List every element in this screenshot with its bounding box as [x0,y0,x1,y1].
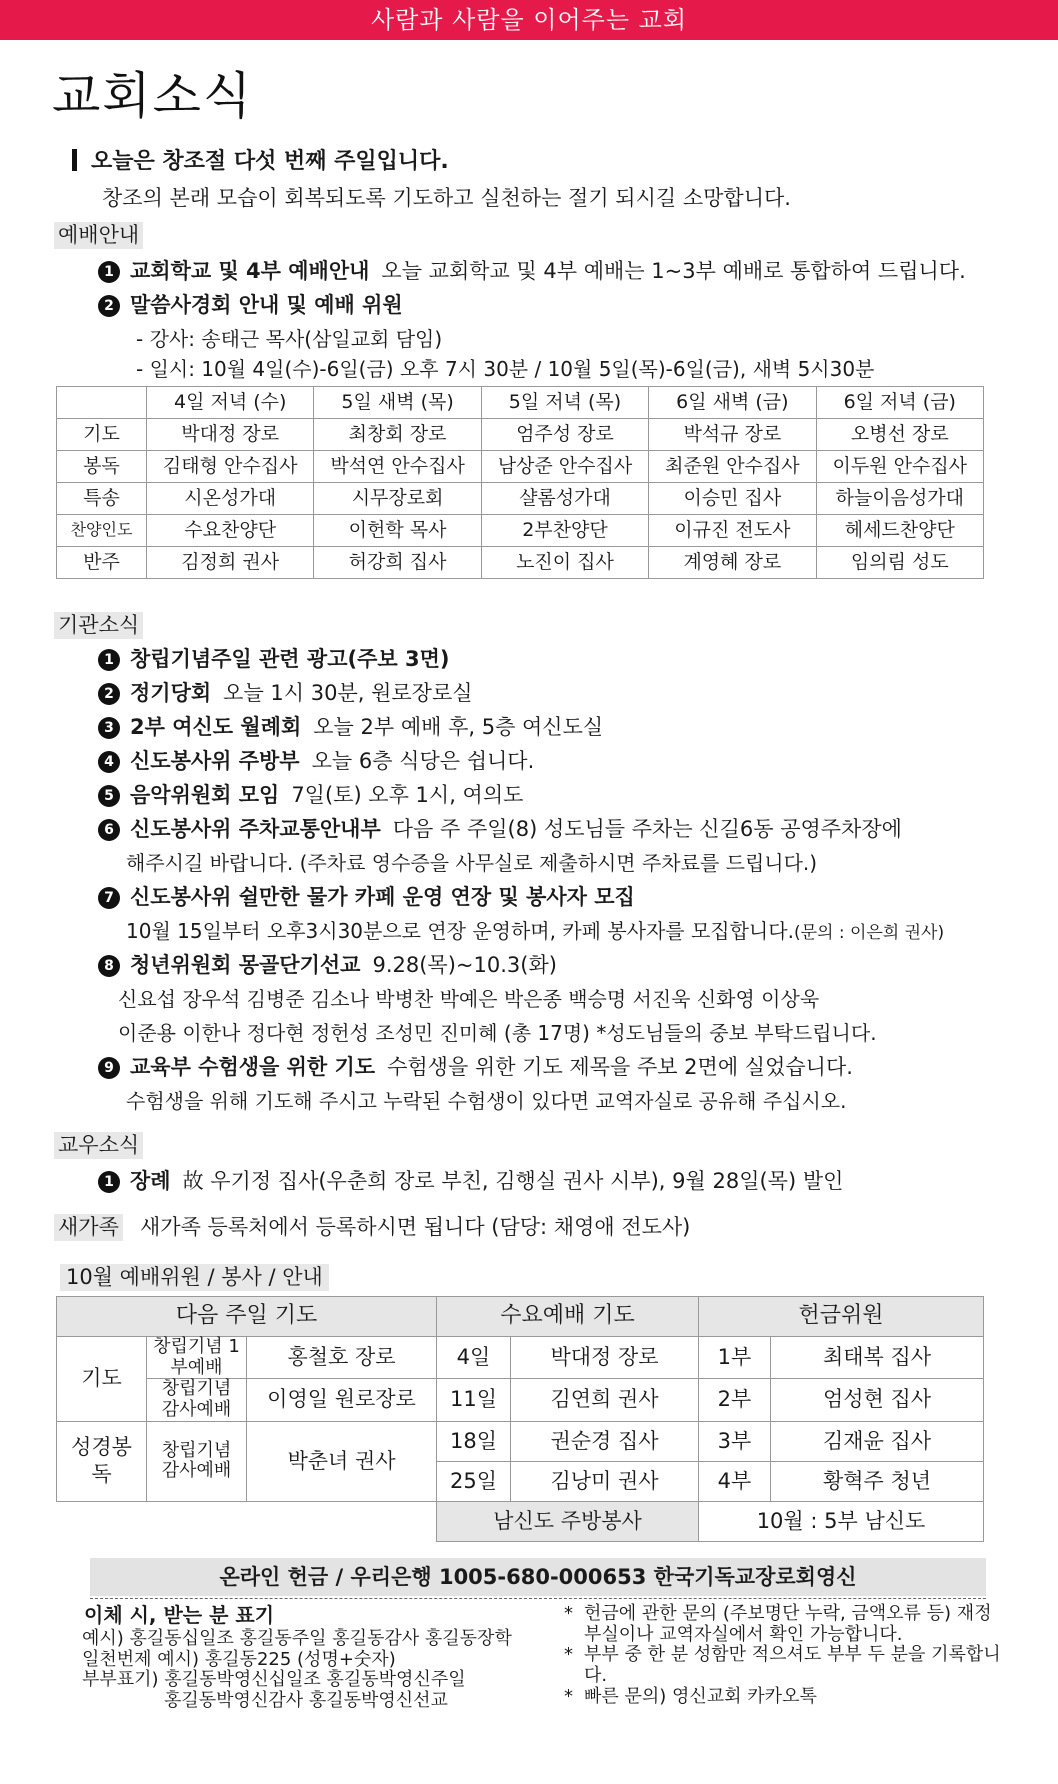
number-5-icon: 5 [98,785,120,807]
table-row: 창립기념 감사예배 이영일 원로장로 11일 김연희 권사 2부 엄성현 집사 [57,1379,984,1421]
service-table [56,1296,984,1542]
org-item-4: 4 신도봉사위 주방부 오늘 6층 식당은 쉽니다. [98,748,1018,775]
lead-line-2: 창조의 본래 모습이 회복되도록 기도하고 실천하는 절기 되시길 소망합니다. [102,185,791,210]
number-2-icon: 2 [98,295,120,317]
page-title: 교회소식 [52,67,254,125]
section-heading-worship: 예배안내 [54,222,143,249]
bullet-bar-icon [72,149,77,171]
transfer-notes: 이체 시, 받는 분 표기 예시) 홍길동십일조 홍길동주일 홍길동감사 홍길동장학 일천번제 예시) 홍길동225 (성명+숫자) 부부표기) 홍길동박영신십일조 홍길동박영신주일 홍길동박영신감사 홍길동박영신선교 [82,1603,512,1712]
offering-inquiry-notes: * 헌금에 관한 문의 (주보명단 누락, 금액오류 등) 재정부실이나 교역자실에서 확인 가능합니다. * 부부 중 한 분 성함만 적으셔도 부부 두 분을 기록합니다. * 빠른 문의) 영신교회 카카오톡 [564,1603,1001,1707]
table-row: 기도 박대정 장로 최창회 장로 엄주성 장로 박석규 장로 오병선 장로 [57,419,984,451]
number-1-icon: 1 [98,261,120,283]
table-row: 성경봉독 창립기념 감사예배 박춘녀 권사 18일 권순경 집사 3부 김재윤 집사 [57,1421,984,1461]
mission-team-names-2: 이준용 이한나 정다현 정헌성 조성민 진미혜 (총 17명) *성도님들의 중보 부탁드립니다. [118,1021,877,1045]
kitchen-service-value: 10월 : 5부 남신도 [699,1501,984,1541]
worship-item-1: 1 교회학교 및 4부 예배안내 오늘 교회학교 및 4부 예배는 1~3부 예배로 통합하여 드립니다. [98,258,1018,285]
number-7-icon: 7 [98,887,120,909]
org-item-7: 7 신도봉사위 쉴만한 물가 카페 운영 연장 및 봉사자 모집 [98,884,1018,911]
org-item-2: 2 정기당회 오늘 1시 30분, 원로장로실 [98,680,1018,707]
online-offering-account: 온라인 헌금 / 우리은행 1005-680-000653 한국기독교장로회영신 [90,1558,986,1596]
org-item-5: 5 음악위원회 모임 7일(토) 오후 1시, 여의도 [98,782,1018,809]
org-item-9-continued: 수험생을 위해 기도해 주시고 누락된 수험생이 있다면 교역자실로 공유해 주십시오. [126,1089,847,1113]
org-item-6: 6 신도봉사위 주차교통안내부 다음 주 주일(8) 성도님들 주차는 신길6동 공영주차장에 [98,816,1018,843]
number-1-icon: 1 [98,1171,120,1193]
service-table-title: 10월 예배위원 / 봉사 / 안내 [60,1264,329,1291]
revival-schedule-table [56,386,984,579]
number-6-icon: 6 [98,819,120,841]
org-item-3: 3 2부 여신도 월례회 오늘 2부 예배 후, 5층 여신도실 [98,714,1018,741]
worship-item-2: 2 말씀사경회 안내 및 예배 위원 [98,292,1018,319]
table-row [57,1501,984,1541]
table-row: 25일 김낭미 권사 4부 황혁주 청년 [57,1461,984,1501]
lead-line-1: 오늘은 창조절 다섯 번째 주일입니다. [91,149,449,174]
number-2-icon: 2 [98,683,120,705]
section-heading-newfamily: 새가족 [54,1214,123,1241]
table-row: 기도 창립기념 1부예배 홍철호 장로 4일 박대정 장로 1부 최태복 집사 [57,1337,984,1379]
table-row: 반주 김정희 권사 허강희 집사 노진이 집사 계영혜 장로 임의림 성도 [57,547,984,579]
org-item-7-continued: 10월 15일부터 오후3시30분으로 연장 운영하며, 카페 봉사자를 모집합니다.(문의 : 이은희 권사) [126,919,945,943]
lead-message [72,148,1012,212]
number-4-icon: 4 [98,751,120,773]
church-slogan-banner: 사람과 사람을 이어주는 교회 [0,0,1058,40]
section-heading-org: 기관소식 [54,612,143,639]
org-item-8: 8 청년위원회 몽골단기선교 9.28(목)~10.3(화) [98,952,1018,979]
table-header-row: 4일 저녁 (수) 5일 새벽 (목) 5일 저녁 (목) 6일 새벽 (금) 6일 저녁 (금) [57,387,984,419]
number-8-icon: 8 [98,955,120,977]
schedule-line: - 일시: 10월 4일(수)-6일(금) 오후 7시 30분 / 10월 5일(목)-6일(금), 새벽 5시30분 [136,357,875,381]
table-row: 특송 시온성가대 시무장로회 샬롬성가대 이승민 집사 하늘이음성가대 [57,483,984,515]
org-item-6-continued: 해주시길 바랍니다. (주차료 영수증을 사무실로 제출하시면 주차료를 드립니다.) [126,851,818,875]
org-item-1: 1 창립기념주일 관련 광고(주보 3면) [98,646,1018,673]
newfamily-text: 새가족 등록처에서 등록하시면 됩니다 (담당: 채영애 전도사) [140,1215,691,1239]
org-item-9: 9 교육부 수험생을 위한 기도 수험생을 위한 기도 제목을 주보 2면에 실었습니다. [98,1054,1018,1081]
number-3-icon: 3 [98,717,120,739]
speaker-line: - 강사: 송태근 목사(삼일교회 담임) [136,327,443,351]
mission-team-names-1: 신요섭 장우석 김병준 김소나 박병찬 박예은 박은종 백승명 서진욱 신화영 이상욱 [118,987,820,1011]
members-item-1: 1 장례 故 우기정 집사(우춘희 장로 부친, 김행실 권사 시부), 9월 28일(목) 발인 [98,1168,1018,1195]
table-row: 찬양인도 수요찬양단 이헌학 목사 2부찬양단 이규진 전도사 헤세드찬양단 [57,515,984,547]
table-row: 봉독 김태형 안수집사 박석연 안수집사 남상준 안수집사 최준원 안수집사 이두원 안수집사 [57,451,984,483]
table-header-row: 다음 주일 기도 수요예배 기도 헌금위원 [57,1297,984,1337]
section-heading-members: 교우소식 [54,1132,143,1159]
number-9-icon: 9 [98,1057,120,1079]
kitchen-service-label: 남신도 주방봉사 [437,1501,699,1541]
number-1-icon: 1 [98,649,120,671]
